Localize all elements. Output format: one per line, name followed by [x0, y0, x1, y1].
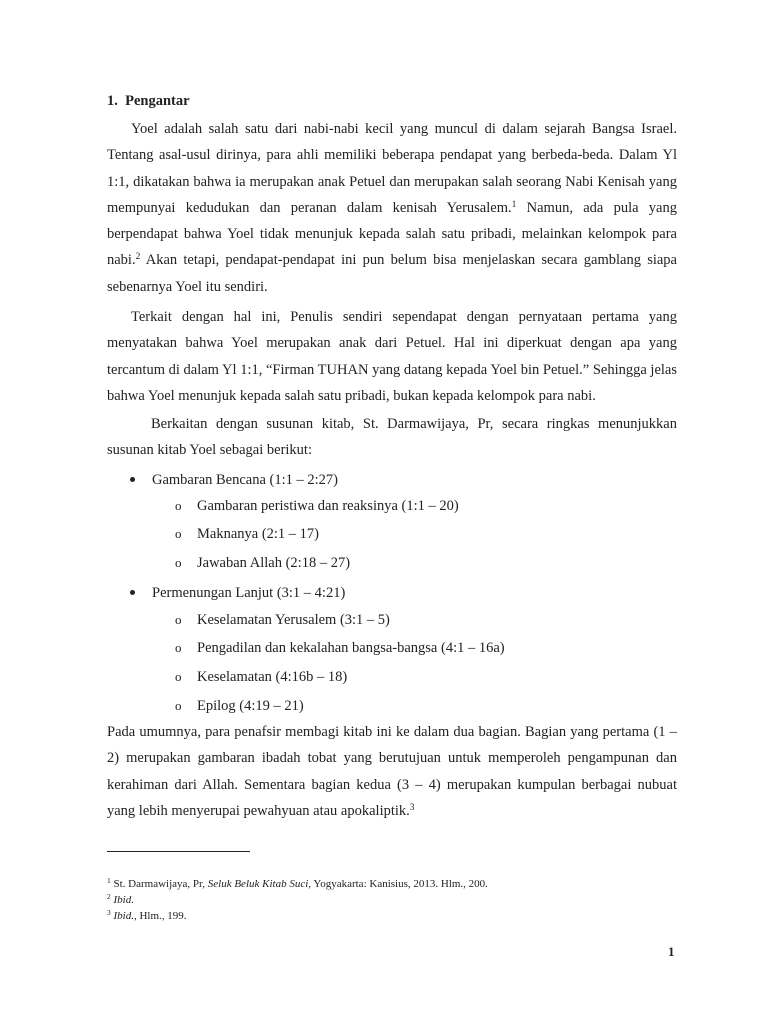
footnote-number: 1: [107, 876, 111, 885]
outline-subitem: [175, 496, 459, 516]
outline-item-label: Permenungan Lanjut (3:1 – 4:21): [152, 585, 346, 601]
outline-item-label: Gambaran Bencana (1:1 – 2:27): [152, 472, 339, 488]
italic-text: Ibid.,: [113, 910, 137, 922]
outline-subitem-label: Jawaban Allah (2:18 – 27): [197, 555, 351, 571]
footnote-number: 3: [107, 908, 111, 917]
text-run: Berkaitan dengan susunan kitab, St. Darmawijaya, Pr, secara ringkas menunjukkan susunan kitab Yoel sebagai berikut:: [107, 416, 677, 459]
italic-text: Seluk Beluk Kitab Suci,: [207, 878, 312, 890]
footnote-1: [107, 876, 488, 892]
text-run: St. Darmawijaya, Pr,: [110, 878, 208, 890]
sub-marker: o: [175, 669, 182, 684]
paragraph-3: [107, 411, 677, 464]
text-run: Akan tetapi, pendapat-pendapat ini pun belum bisa menjelaskan secara gamblang siapa sebenarnya Yoel itu sendiri.: [107, 252, 677, 295]
sub-marker: o: [175, 640, 182, 655]
outline-item: [130, 583, 345, 603]
page-number: 1: [668, 944, 675, 959]
outline-subitem: [175, 524, 319, 544]
outline-subitem: [175, 667, 347, 687]
italic-text: Ibid.: [113, 894, 134, 906]
section-heading: [107, 93, 190, 110]
footnote-number: 2: [107, 892, 111, 901]
paragraph-2: [107, 304, 677, 409]
outline-subitem: [175, 553, 350, 573]
sub-marker: o: [175, 526, 182, 541]
outline-subitem: [175, 638, 505, 658]
footnote-ref: 1: [511, 199, 517, 210]
outline-subitem-label: Gambaran peristiwa dan reaksinya (1:1 – 20): [197, 498, 459, 514]
text-run: Namun, ada pula yang berpendapat bahwa Yoel tidak menunjuk kepada salah satu pribadi, melainkan kelompok para nabi.: [107, 199, 677, 269]
outline-subitem-label: Maknanya (2:1 – 17): [197, 526, 320, 542]
text-run: Hlm., 199.: [136, 910, 187, 922]
outline-subitem-label: Epilog (4:19 – 21): [197, 698, 304, 714]
outline-subitem-label: Keselamatan Yerusalem (3:1 – 5): [197, 612, 390, 628]
section-title: Pengantar: [125, 93, 190, 109]
outline-subitem: [175, 696, 304, 716]
outline-subitem-label: Pengadilan dan kekalahan bangsa-bangsa (4:1 – 16a): [197, 640, 505, 656]
text-run: Yogyakarta: Kanisius, 2013. Hlm., 200.: [311, 878, 488, 890]
sub-marker: o: [175, 698, 182, 713]
section-number: 1.: [107, 93, 118, 109]
text-run: Terkait dengan hal ini, Penulis sendiri sependapat dengan pernyataan pertama yang menyatakan bahwa Yoel merupakan anak dari Petuel. Hal ini diperkuat dengan apa yang tercantum di dalam Yl 1:1, “Firman TUHAN yang datang kepada Yoel bin Petuel.” Sehingga jelas bahwa Yoel menunjuk kepada salah satu pribadi, bukan kepada kelompok para nabi.: [107, 309, 677, 404]
sub-marker: o: [175, 612, 182, 627]
paragraph-1: [107, 116, 677, 300]
sub-marker: o: [175, 498, 182, 513]
sub-marker: o: [175, 555, 182, 570]
text-run: Yoel adalah salah satu dari nabi-nabi kecil yang muncul di dalam sejarah Bangsa Israel. Tentang asal-usul dirinya, para ahli memiliki beberapa pendapat yang berbeda-beda. Dalam Yl 1:1, dikatakan bahwa ia merupakan anak Petuel dan merupakan salah seorang Nabi Kenisah yang mempunyai kedudukan dan peranan dalam kenisah Yerusalem.: [107, 121, 677, 216]
footnote-2: [107, 892, 134, 908]
outline-subitem: [175, 610, 390, 630]
footnote-ref: 3: [409, 802, 415, 813]
paragraph-4: [107, 719, 677, 824]
footnote-ref: 2: [135, 252, 141, 263]
outline-item: [130, 470, 338, 490]
outline-subitem-label: Keselamatan (4:16b – 18): [197, 669, 348, 685]
footnote-3: [107, 908, 187, 924]
text-run: Pada umumnya, para penafsir membagi kitab ini ke dalam dua bagian. Bagian yang pertama (1 – 2) merupakan gambaran ibadah tobat yang berutujuan untuk memperoleh pengampunan dan kerahiman dari Allah. Sementara bagian kedua (3 – 4) merupakan kumpulan berbagai nubuat yang lebih menyerupai pewahyuan atau apokaliptik.: [107, 724, 677, 819]
footnote-separator: [107, 851, 250, 852]
